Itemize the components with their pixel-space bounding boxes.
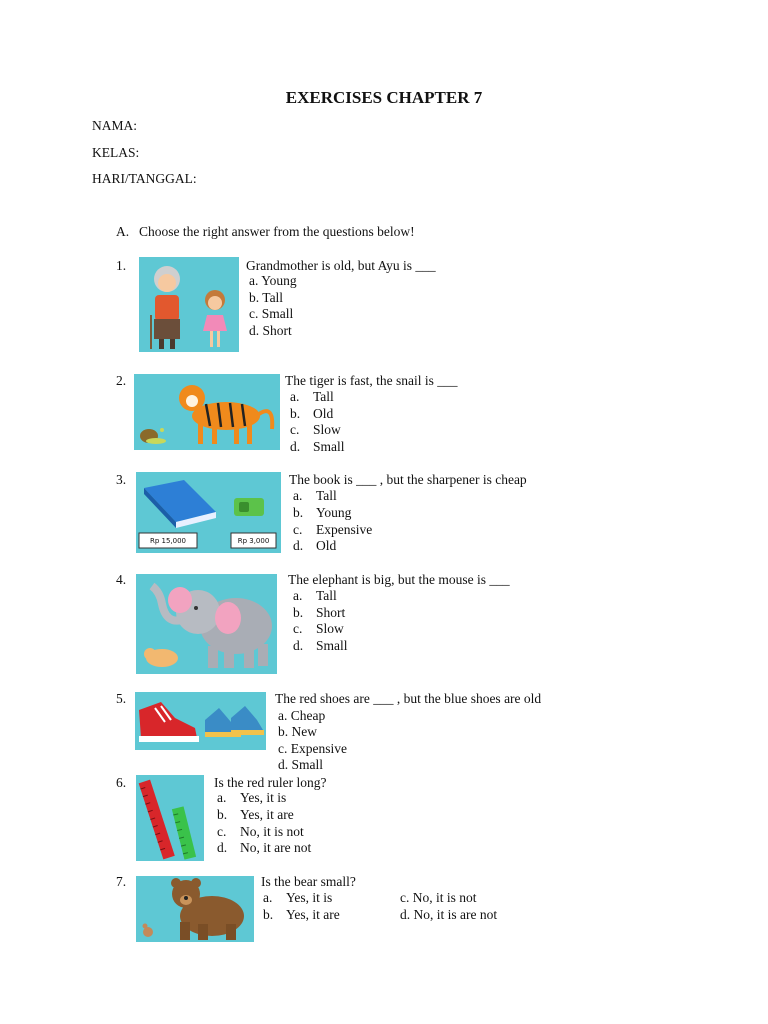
elephant-cat-image bbox=[136, 574, 277, 674]
page-title: EXERCISES CHAPTER 7 bbox=[285, 88, 483, 107]
option-d: d. Old bbox=[293, 538, 337, 553]
question-number: 1. bbox=[116, 258, 127, 273]
book-sharpener-image bbox=[136, 472, 281, 553]
grandmother-girl-image bbox=[139, 257, 239, 352]
option-c: c. Slow bbox=[293, 621, 344, 636]
question-text: The tiger is fast, the snail is ___ bbox=[285, 373, 458, 388]
option-b: b. Yes, it are bbox=[263, 907, 340, 922]
option-a: a. Tall bbox=[293, 588, 337, 603]
option-a: a. Tall bbox=[290, 389, 334, 404]
option-b: b. Young bbox=[293, 505, 352, 520]
question-number: 3. bbox=[116, 472, 127, 487]
option-d: d. Small bbox=[293, 638, 348, 653]
option-c: c. Slow bbox=[290, 422, 341, 437]
option-c: c. Expensive bbox=[293, 522, 373, 537]
bear-mouse-image bbox=[136, 876, 254, 942]
option-a: a. Tall bbox=[293, 488, 337, 503]
price-tag-book: Rp 15,000 bbox=[149, 537, 187, 545]
option-d: d. Short bbox=[249, 323, 292, 338]
option-a: a. Yes, it is bbox=[217, 790, 287, 805]
rulers-image bbox=[136, 775, 204, 861]
question-number: 4. bbox=[116, 572, 127, 587]
option-d: d. No, it is are not bbox=[400, 907, 498, 922]
option-b: b. New bbox=[278, 724, 317, 739]
question-text: Is the red ruler long? bbox=[214, 775, 327, 790]
option-c: c. No, it is not bbox=[400, 890, 477, 905]
option-b: b. Yes, it are bbox=[217, 807, 294, 822]
question-text: The book is ___ , but the sharpener is cheap bbox=[289, 472, 527, 487]
hari-tanggal-field-label: HARI/TANGGAL: bbox=[92, 171, 197, 186]
question-number: 7. bbox=[116, 874, 127, 889]
option-d: d. Small bbox=[290, 439, 345, 454]
option-a: a. Young bbox=[249, 273, 297, 288]
question-text: Is the bear small? bbox=[261, 874, 356, 889]
option-a: a. Yes, it is bbox=[263, 890, 333, 905]
option-c: c. No, it is not bbox=[217, 824, 304, 839]
tiger-snail-image bbox=[134, 374, 280, 450]
option-b: b. Old bbox=[290, 406, 334, 421]
question-text: The red shoes are ___ , but the blue shoes are old bbox=[275, 691, 542, 706]
question-number: 6. bbox=[116, 775, 127, 790]
option-d: d. Small bbox=[278, 757, 324, 772]
section-instruction: Choose the right answer from the questions below! bbox=[139, 224, 415, 239]
nama-field-label: NAMA: bbox=[92, 118, 138, 133]
option-a: a. Cheap bbox=[278, 708, 326, 723]
option-d: d. No, it are not bbox=[217, 840, 312, 855]
option-b: b. Tall bbox=[249, 290, 284, 305]
option-c: c. Expensive bbox=[278, 741, 347, 756]
option-c: c. Small bbox=[249, 306, 294, 321]
option-b: b. Short bbox=[293, 605, 346, 620]
question-text: Grandmother is old, but Ayu is ___ bbox=[246, 258, 436, 273]
shoes-image bbox=[135, 692, 266, 750]
section-letter: A. bbox=[116, 224, 130, 239]
question-number: 2. bbox=[116, 373, 127, 388]
question-number: 5. bbox=[116, 691, 127, 706]
price-tag-sharpener: Rp 3,000 bbox=[237, 537, 270, 545]
question-text: The elephant is big, but the mouse is ___ bbox=[288, 572, 510, 587]
kelas-field-label: KELAS: bbox=[92, 145, 140, 160]
